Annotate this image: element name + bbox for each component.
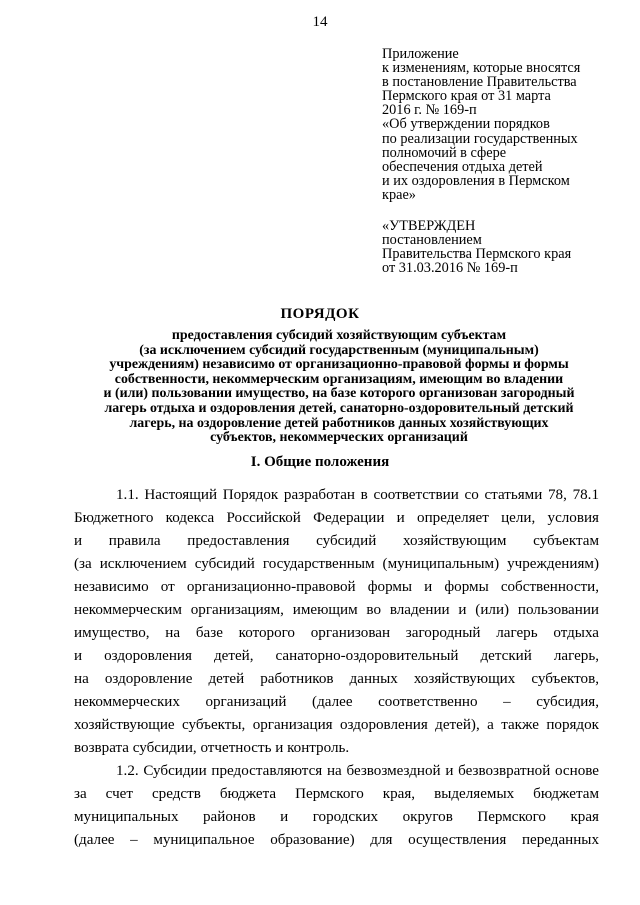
subtitle-line: (за исключением субсидий государственным (муниципальным)	[139, 342, 539, 358]
paragraph-line: (за исключением субсидий государственным (муниципальным) учреждениям)	[74, 556, 599, 572]
paragraph-line: Бюджетного кодекса Российской Федерации и определяет цели, условия	[74, 510, 599, 526]
paragraph-line: на оздоровление детей работников данных хозяйствующих субъектов,	[74, 671, 599, 687]
paragraph-line: за счет средств бюджета Пермского края, выделяемых бюджетам	[74, 786, 599, 802]
subtitle-line: учреждениям) независимо от организационно-правовой формы и формы	[109, 357, 569, 373]
paragraph-line: муниципальных районов и городских округов Пермского края	[74, 809, 599, 825]
document-subtitle	[74, 329, 604, 446]
paragraph-line: 1.1. Настоящий Порядок разработан в соответствии со статьями 78, 78.1	[116, 487, 599, 503]
subtitle-line: лагерь отдыха и оздоровления детей, санаторно-оздоровительный детский	[104, 400, 574, 416]
paragraph-line: независимо от организационно-правовой формы и формы собственности,	[74, 579, 599, 595]
paragraph-line: имущество, на базе которого организован загородный лагерь отдыха	[74, 625, 599, 641]
approval-line: Правительства Пермского края	[382, 246, 572, 263]
approval-line: «УТВЕРЖДЕН	[382, 218, 476, 234]
paragraph-line: хозяйствующие субъекты, организация оздоровления детей), а также порядок	[74, 717, 599, 733]
page-number: 14	[312, 14, 328, 30]
appendix-line: и их оздоровления в Пермском	[382, 172, 570, 189]
appendix-note	[382, 47, 632, 202]
appendix-line: «Об утверждении порядков	[382, 116, 550, 133]
subtitle-line: и (или) пользовании имущество, на базе которого организован загородный	[103, 386, 575, 402]
paragraph-line: и правила предоставления субсидий хозяйствующим субъектам	[74, 533, 599, 549]
appendix-line: к изменениям, которые вносятся	[382, 60, 581, 77]
section-heading: I. Общие положения	[250, 454, 390, 470]
paragraph-line: и оздоровления детей, санаторно-оздоровительный детский лагерь,	[74, 648, 599, 664]
paragraph-line: некоммерческим организациям, имеющим во владении и (или) пользовании	[74, 602, 599, 618]
appendix-line: Приложение	[382, 46, 459, 62]
appendix-line: по реализации государственных	[382, 130, 578, 147]
paragraph-line: некоммерческих организаций (далее соответственно – субсидия,	[74, 694, 599, 710]
appendix-line: крае»	[382, 186, 416, 203]
subtitle-line: предоставления субсидий хозяйствующим субъектам	[171, 328, 507, 343]
paragraph-line: 1.2. Субсидии предоставляются на безвозмездной и безвозвратной основе	[116, 763, 599, 779]
paragraph-line: возврата субсидии, отчетность и контроль.	[74, 740, 350, 756]
paragraph-line: (далее – муниципальное образование) для осуществления переданных	[74, 832, 599, 848]
subtitle-line: субъектов, некоммерческих организаций	[210, 430, 468, 446]
approval-stamp	[382, 219, 632, 275]
subtitle-line: лагерь, на оздоровление детей работников данных хозяйствующих	[129, 415, 549, 431]
document-title: ПОРЯДОК	[280, 306, 360, 322]
appendix-line: полномочий в сфере	[382, 144, 507, 161]
appendix-line: 2016 г. № 169-п	[382, 102, 477, 119]
approval-line: постановлением	[382, 232, 482, 249]
appendix-line: обеспечения отдыха детей	[382, 158, 543, 175]
appendix-line: в постановление Правительства	[382, 74, 577, 91]
approval-line: от 31.03.2016 № 169-п	[382, 260, 518, 277]
subtitle-line: собственности, некоммерческим организациям, имеющим во владении	[114, 371, 564, 387]
appendix-line: Пермского края от 31 марта	[382, 88, 551, 105]
